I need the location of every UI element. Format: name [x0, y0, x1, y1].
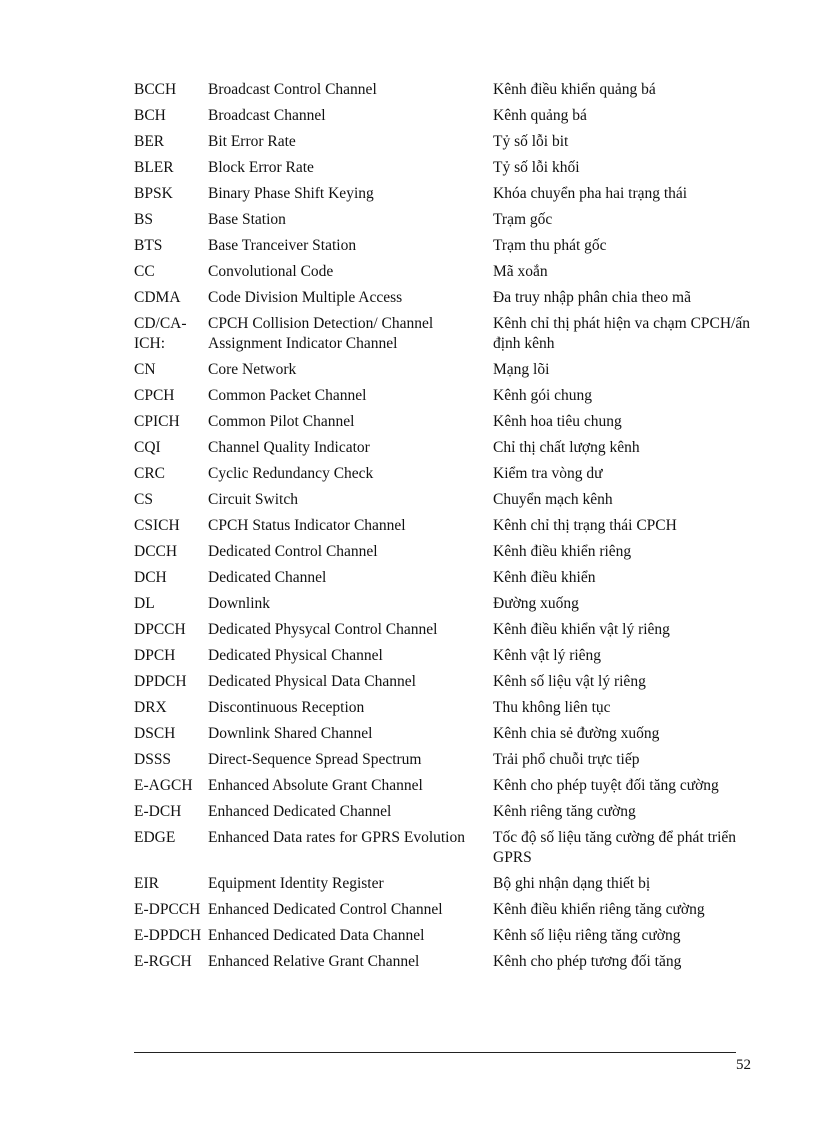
footer-divider: [134, 1052, 736, 1053]
english-term-cell: Base Tranceiver Station: [208, 237, 357, 254]
vietnamese-term-cell: Kênh số liệu riêng tăng cường: [493, 927, 681, 944]
table-row: [134, 487, 759, 513]
abbreviation-cell: DPCCH: [134, 621, 186, 638]
vietnamese-term-cell: Kênh chia sẻ đường xuống: [493, 725, 660, 742]
table-row: [134, 129, 759, 155]
table-row: [134, 155, 759, 181]
table-row: [134, 207, 759, 233]
table-row: [134, 949, 759, 975]
english-term-cell: Downlink Shared Channel: [208, 725, 373, 742]
table-row: [134, 357, 759, 383]
english-term-cell: Circuit Switch: [208, 491, 298, 508]
english-term-cell: Channel Quality Indicator: [208, 439, 370, 456]
abbreviation-cell: BLER: [134, 159, 174, 176]
english-term-cell: Bit Error Rate: [208, 133, 296, 150]
abbreviation-cell: DCCH: [134, 543, 178, 560]
abbreviation-cell: CDMA: [134, 289, 181, 306]
vietnamese-term-cell: Kênh chỉ thị trạng thái CPCH: [493, 517, 677, 534]
abbreviation-cell: BS: [134, 211, 153, 228]
english-term-cell: Broadcast Control Channel: [208, 81, 377, 98]
vietnamese-term-cell: Trải phổ chuỗi trực tiếp: [493, 751, 640, 768]
abbreviation-cell: DRX: [134, 699, 167, 716]
abbreviation-cell: E-RGCH: [134, 953, 192, 970]
abbreviation-cell: DSSS: [134, 751, 172, 768]
abbreviation-cell: DPCH: [134, 647, 176, 664]
abbreviation-table: [134, 77, 759, 975]
table-row: [134, 383, 759, 409]
abbreviation-cell: BTS: [134, 237, 163, 254]
vietnamese-term-cell: Bộ ghi nhận dạng thiết bị: [493, 875, 651, 892]
table-row: [134, 285, 759, 311]
abbreviation-cell: CD/CA-ICH:: [134, 315, 187, 352]
table-row: [134, 643, 759, 669]
abbreviation-cell: DCH: [134, 569, 167, 586]
abbreviation-cell: E-DCH: [134, 803, 182, 820]
vietnamese-term-cell: Kênh gói chung: [493, 387, 593, 404]
english-term-cell: Dedicated Physical Data Channel: [208, 673, 416, 690]
vietnamese-term-cell: Tỷ số lỗi khối: [493, 159, 580, 176]
english-term-cell: Convolutional Code: [208, 263, 334, 280]
vietnamese-term-cell: Thu không liên tục: [493, 699, 611, 716]
english-term-cell: Downlink: [208, 595, 270, 612]
vietnamese-term-cell: Tốc độ số liệu tăng cường để phát triển GPRS: [493, 829, 737, 866]
abbreviation-cell: CPCH: [134, 387, 175, 404]
vietnamese-term-cell: Đa truy nhập phân chia theo mã: [493, 289, 691, 306]
english-term-cell: Cyclic Redundancy Check: [208, 465, 374, 482]
english-term-cell: Common Pilot Channel: [208, 413, 355, 430]
abbreviation-cell: CPICH: [134, 413, 180, 430]
vietnamese-term-cell: Chuyển mạch kênh: [493, 491, 613, 508]
table-row: [134, 565, 759, 591]
vietnamese-term-cell: Kênh điều khiển: [493, 569, 596, 586]
table-row: [134, 103, 759, 129]
vietnamese-term-cell: Kênh vật lý riêng: [493, 647, 602, 664]
vietnamese-term-cell: Đường xuống: [493, 595, 579, 612]
page-number: 52: [736, 1057, 751, 1073]
table-row: [134, 259, 759, 285]
table-row: [134, 721, 759, 747]
abbreviation-cell: CC: [134, 263, 155, 280]
english-term-cell: Equipment Identity Register: [208, 875, 384, 892]
vietnamese-term-cell: Kênh cho phép tuyệt đối tăng cường: [493, 777, 719, 794]
table-row: [134, 773, 759, 799]
abbreviation-cell: CSICH: [134, 517, 180, 534]
vietnamese-term-cell: Kênh điều khiển quảng bá: [493, 81, 656, 98]
abbreviation-cell: BPSK: [134, 185, 173, 202]
table-row: [134, 591, 759, 617]
table-row: [134, 513, 759, 539]
vietnamese-term-cell: Khóa chuyển pha hai trạng thái: [493, 185, 688, 202]
vietnamese-term-cell: Mã xoắn: [493, 263, 548, 280]
table-row: [134, 747, 759, 773]
english-term-cell: Binary Phase Shift Keying: [208, 185, 374, 202]
vietnamese-term-cell: Kênh hoa tiêu chung: [493, 413, 622, 430]
abbreviation-cell: BCCH: [134, 81, 177, 98]
abbreviation-cell: EIR: [134, 875, 159, 892]
table-row: [134, 923, 759, 949]
english-term-cell: Dedicated Physycal Control Channel: [208, 621, 438, 638]
english-term-cell: Enhanced Relative Grant Channel: [208, 953, 420, 970]
english-term-cell: Block Error Rate: [208, 159, 314, 176]
vietnamese-term-cell: Trạm thu phát gốc: [493, 237, 607, 254]
abbreviation-cell: E-DPDCH: [134, 927, 202, 944]
english-term-cell: Enhanced Dedicated Data Channel: [208, 927, 425, 944]
english-term-cell: Core Network: [208, 361, 297, 378]
abbreviation-cell: CS: [134, 491, 153, 508]
english-term-cell: Dedicated Channel: [208, 569, 327, 586]
abbreviation-cell: E-DPCCH: [134, 901, 201, 918]
table-row: [134, 233, 759, 259]
english-term-cell: CPCH Collision Detection/ Channel Assignment Indicator Channel: [208, 315, 434, 352]
vietnamese-term-cell: Kiểm tra vòng dư: [493, 465, 603, 482]
vietnamese-term-cell: Kênh quảng bá: [493, 107, 587, 124]
abbreviation-cell: CRC: [134, 465, 166, 482]
abbreviation-cell: DL: [134, 595, 155, 612]
english-term-cell: Enhanced Dedicated Channel: [208, 803, 392, 820]
english-term-cell: CPCH Status Indicator Channel: [208, 517, 406, 534]
abbreviation-cell: E-AGCH: [134, 777, 193, 794]
table-row: [134, 539, 759, 565]
english-term-cell: Enhanced Data rates for GPRS Evolution: [208, 829, 465, 846]
english-term-cell: Broadcast Channel: [208, 107, 326, 124]
english-term-cell: Enhanced Dedicated Control Channel: [208, 901, 443, 918]
english-term-cell: Code Division Multiple Access: [208, 289, 403, 306]
english-term-cell: Discontinuous Reception: [208, 699, 365, 716]
vietnamese-term-cell: Kênh riêng tăng cường: [493, 803, 636, 820]
abbreviation-cell: BCH: [134, 107, 166, 124]
abbreviation-cell: DPDCH: [134, 673, 187, 690]
table-row: [134, 799, 759, 825]
abbreviation-cell: BER: [134, 133, 165, 150]
vietnamese-term-cell: Kênh điều khiển riêng: [493, 543, 632, 560]
abbreviation-cell: CN: [134, 361, 156, 378]
table-row: [134, 897, 759, 923]
english-term-cell: Common Packet Channel: [208, 387, 367, 404]
vietnamese-term-cell: Kênh chỉ thị phát hiện va chạm CPCH/ấn định kênh: [493, 315, 750, 352]
abbreviation-table-body: [134, 77, 759, 975]
english-term-cell: Direct-Sequence Spread Spectrum: [208, 751, 422, 768]
vietnamese-term-cell: Tỷ số lỗi bit: [493, 133, 569, 150]
table-row: [134, 695, 759, 721]
table-row: [134, 311, 759, 357]
english-term-cell: Enhanced Absolute Grant Channel: [208, 777, 423, 794]
vietnamese-term-cell: Mạng lõi: [493, 361, 550, 378]
table-row: [134, 617, 759, 643]
table-row: [134, 461, 759, 487]
vietnamese-term-cell: Kênh điều khiển vật lý riêng: [493, 621, 670, 638]
table-row: [134, 181, 759, 207]
table-row: [134, 409, 759, 435]
abbreviation-cell: DSCH: [134, 725, 176, 742]
table-row: [134, 669, 759, 695]
english-term-cell: Dedicated Physical Channel: [208, 647, 383, 664]
vietnamese-term-cell: Kênh số liệu vật lý riêng: [493, 673, 646, 690]
table-row: [134, 435, 759, 461]
vietnamese-term-cell: Kênh điều khiển riêng tăng cường: [493, 901, 705, 918]
vietnamese-term-cell: Chỉ thị chất lượng kênh: [493, 439, 640, 456]
english-term-cell: Dedicated Control Channel: [208, 543, 378, 560]
vietnamese-term-cell: Trạm gốc: [493, 211, 553, 228]
table-row: [134, 77, 759, 103]
abbreviation-cell: CQI: [134, 439, 161, 456]
table-row: [134, 825, 759, 871]
abbreviation-cell: EDGE: [134, 829, 176, 846]
vietnamese-term-cell: Kênh cho phép tương đối tăng: [493, 953, 682, 970]
english-term-cell: Base Station: [208, 211, 286, 228]
table-row: [134, 871, 759, 897]
